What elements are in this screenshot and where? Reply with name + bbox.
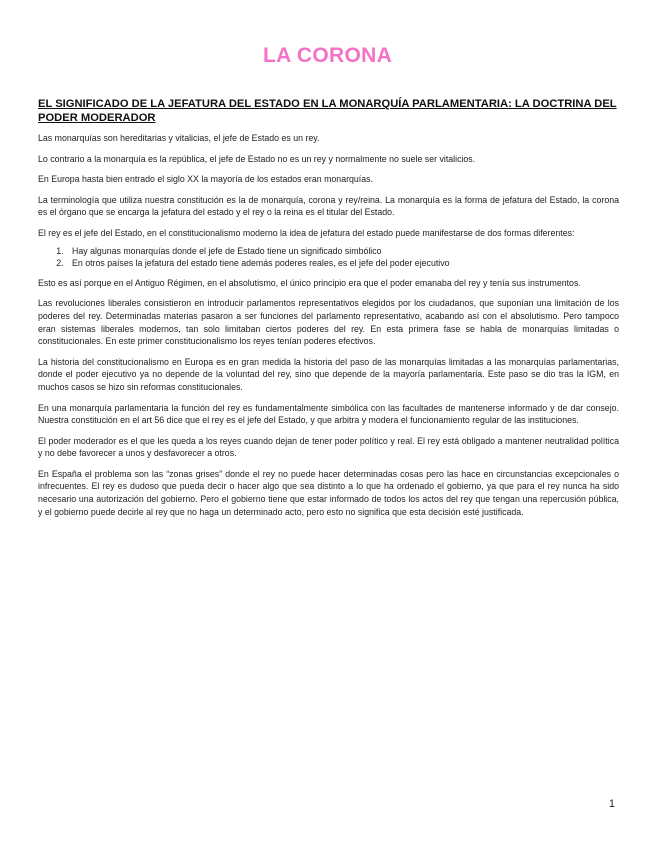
paragraph: La historia del constitucionalismo en Europa es en gran medida la historia del paso de las monarquías limitadas a las monarquías parlamentarias, donde el poder ejecutivo ya no depende de la voluntad del rey, sino que depende de la mayoría parlamentaria. Este paso se dio tras la IGM, en muchos casos se hizo sin reformas constitucionales.: [38, 356, 619, 392]
section-heading: EL SIGNIFICADO DE LA JEFATURA DEL ESTADO EN LA MONARQUÍA PARLAMENTARIA: LA DOCTRINA DEL PODER MODERADOR: [38, 98, 617, 124]
paragraph: Lo contrario a la monarquía es la república, el jefe de Estado no es un rey y normalmente no suele ser vitalicios.: [38, 153, 476, 164]
paragraph: El poder moderador es el que les queda a los reyes cuando dejan de tener poder político y real. El rey está obligado a mantener neutralidad política y no debe favorecer a unos y desfavorecer a otros.: [38, 435, 619, 459]
paragraph: El rey es el jefe del Estado, en el constitucionalismo moderno la idea de jefatura del estado puede manifestarse de dos formas diferentes:: [38, 227, 575, 238]
document-body: [38, 97, 619, 526]
paragraph: La terminología que utiliza nuestra constitución es la de monarquía, corona y rey/reina. La monarquía es la forma de jefatura del Estado, la corona es el órgano que se encarga la jefatura del estado y el rey o la reina es el titular del Estado.: [38, 194, 619, 218]
list-item: 2. En otros países la jefatura del estado tiene además poderes reales, es el jefe del poder ejecutivo: [66, 257, 619, 270]
page-number: 1: [608, 798, 615, 810]
list-item: 1. Hay algunas monarquías donde el jefe de Estado tiene un significado simbólico: [66, 245, 619, 258]
document-title: LA CORONA: [262, 44, 393, 67]
numbered-list: [38, 245, 619, 270]
paragraph: En España el problema son las “zonas grises” donde el rey no puede hacer determinadas cosas pero las hace en circunstancias excepcionales o infrecuentes. El rey es dudoso que pueda decir o hacer algo que sea distinto a lo que ha ordenado el gobierno, ya que para el rey nunca ha sido necesario una autorización del gobierno. Pero el gobierno tiene que estar informado de todos los actos del rey que tengan una repercusión pública, y el gobierno puede decirle al rey que no haga un determinado acto, pero esto no significa que esta decisión esté justificada.: [38, 468, 619, 517]
paragraph: Las monarquías son hereditarias y vitalicias, el jefe de Estado es un rey.: [38, 133, 320, 143]
paragraph: Las revoluciones liberales consistieron en introducir parlamentos representativos elegidos por los ciudadanos, que suponían una limitación de los poderes del rey. Determinadas materias pasaron a ser funciones del parlamento representativo, acabando así con el absolutismo. Pero tampoco eran sistemas liberales modernos, tan solo limitaban ciertos poderes del rey. En esta primera fase se habla de monarquías limitadas o constitucionales. En este primer constitucionalismo los reyes tenían poderes efectivos.: [38, 298, 619, 347]
paragraph: En Europa hasta bien entrado el siglo XX la mayoría de los estados eran monarquías.: [38, 174, 373, 185]
paragraph: En una monarquía parlamentaria la función del rey es fundamentalmente simbólica con las facultades de mantenerse informado y de dar consejo. Nuestra constitución en el art 56 dice que el rey es el jefe del Estado, y que arbitra y modera el funcionamiento regular de las instituciones.: [38, 402, 619, 426]
paragraph: Esto es así porque en el Antiguo Régimen, en el absolutismo, el único principio era que el poder emanaba del rey y tenía sus instrumentos.: [38, 277, 581, 288]
